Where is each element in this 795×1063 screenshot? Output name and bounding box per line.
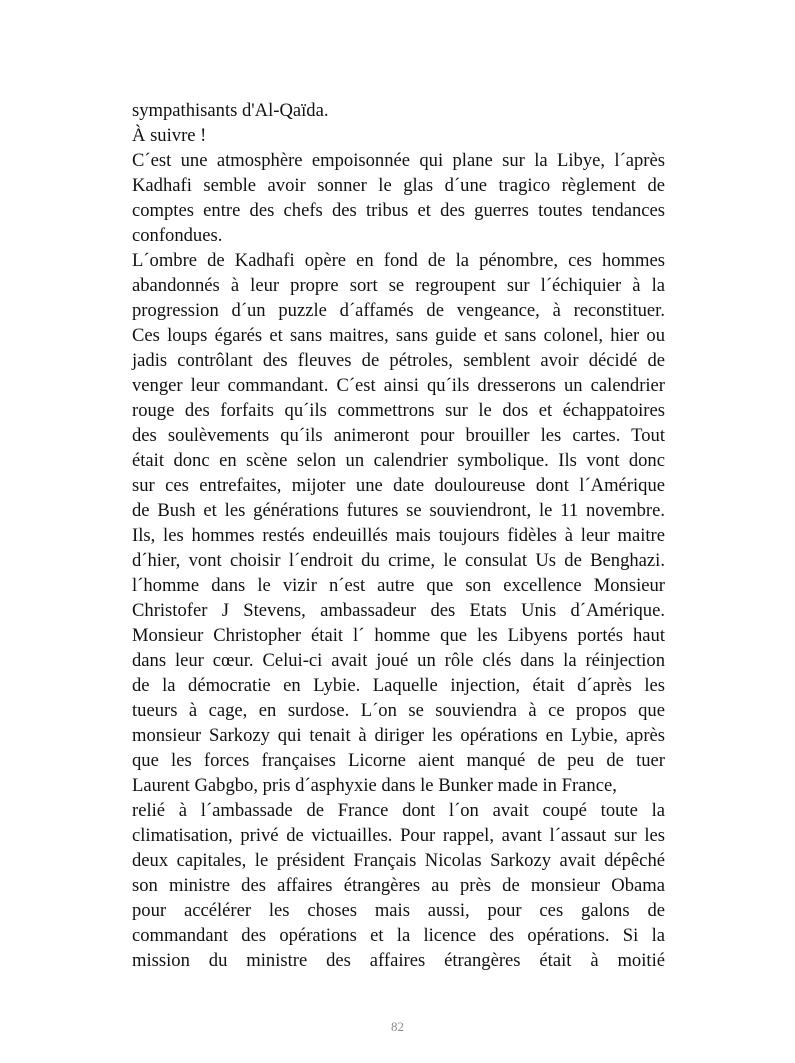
page-number: 82 [391, 1019, 404, 1034]
text-line: était donc en scène selon un calendrier symbolique. Ils vont donc [132, 450, 665, 471]
text-line: pour accélérer les choses mais aussi, pour ces galons de [132, 900, 665, 921]
text-line: Christofer J Stevens, ambassadeur des Etats Unis d´Amérique. [132, 600, 665, 621]
text-line: tueurs à cage, en surdose. L´on se souviendra à ce propos que [132, 700, 665, 721]
text-line: À suivre ! [132, 125, 207, 146]
text-line: de Bush et les générations futures se souviendront, le 11 novembre. [132, 500, 665, 521]
text-line: Laurent Gabgbo, pris d´asphyxie dans le Bunker made in France, [132, 775, 617, 796]
text-line: son ministre des affaires étrangères au près de monsieur Obama [132, 875, 665, 896]
text-line: sympathisants d'Al-Qaïda. [132, 100, 329, 121]
text-line: Monsieur Christopher était l´ homme que les Libyens portés haut [132, 625, 665, 646]
text-line: de la démocratie en Lybie. Laquelle injection, était d´après les [132, 675, 665, 696]
text-line: monsieur Sarkozy qui tenait à diriger les opérations en Lybie, après [132, 725, 665, 746]
text-line: d´hier, vont choisir l´endroit du crime, le consulat Us de Benghazi. [132, 550, 665, 571]
text-line: Ils, les hommes restés endeuillés mais toujours fidèles à leur maitre [132, 525, 665, 546]
text-line: C´est une atmosphère empoisonnée qui plane sur la Libye, l´après [132, 150, 665, 171]
text-line: Ces loups égarés et sans maitres, sans guide et sans colonel, hier ou [132, 325, 665, 346]
text-line: abandonnés à leur propre sort se regroupent sur l´échiquier à la [132, 275, 665, 296]
text-line: dans leur cœur. Celui-ci avait joué un rôle clés dans la réinjection [132, 650, 665, 671]
text-line: relié à l´ambassade de France dont l´on avait coupé toute la [132, 800, 665, 821]
text-line: rouge des forfaits qu´ils commettrons sur le dos et échappatoires [132, 400, 665, 421]
text-line: jadis contrôlant des fleuves de pétroles, semblent avoir décidé de [132, 350, 665, 371]
text-line: des soulèvements qu´ils animeront pour brouiller les cartes. Tout [132, 425, 665, 446]
text-line: que les forces françaises Licorne aient manqué de peu de tuer [132, 750, 665, 771]
text-line: venger leur commandant. C´est ainsi qu´ils dresserons un calendrier [132, 375, 665, 396]
text-line: climatisation, privé de victuailles. Pour rappel, avant l´assaut sur les [132, 825, 665, 846]
text-line: comptes entre des chefs des tribus et des guerres toutes tendances [132, 200, 665, 221]
text-line: commandant des opérations et la licence des opérations. Si la [132, 925, 665, 946]
text-line: progression d´un puzzle d´affamés de vengeance, à reconstituer. [132, 300, 665, 321]
page-body [132, 98, 665, 973]
text-line: L´ombre de Kadhafi opère en fond de la pénombre, ces hommes [132, 250, 665, 271]
text-line: mission du ministre des affaires étrangères était à moitié [132, 950, 665, 971]
text-line: sur ces entrefaites, mijoter une date douloureuse dont l´Amérique [132, 475, 665, 496]
text-line: deux capitales, le président Français Nicolas Sarkozy avait dépêché [132, 850, 665, 871]
text-line: l´homme dans le vizir n´est autre que son excellence Monsieur [132, 575, 665, 596]
text-line: confondues. [132, 225, 223, 246]
text-line: Kadhafi semble avoir sonner le glas d´une tragico règlement de [132, 175, 665, 196]
